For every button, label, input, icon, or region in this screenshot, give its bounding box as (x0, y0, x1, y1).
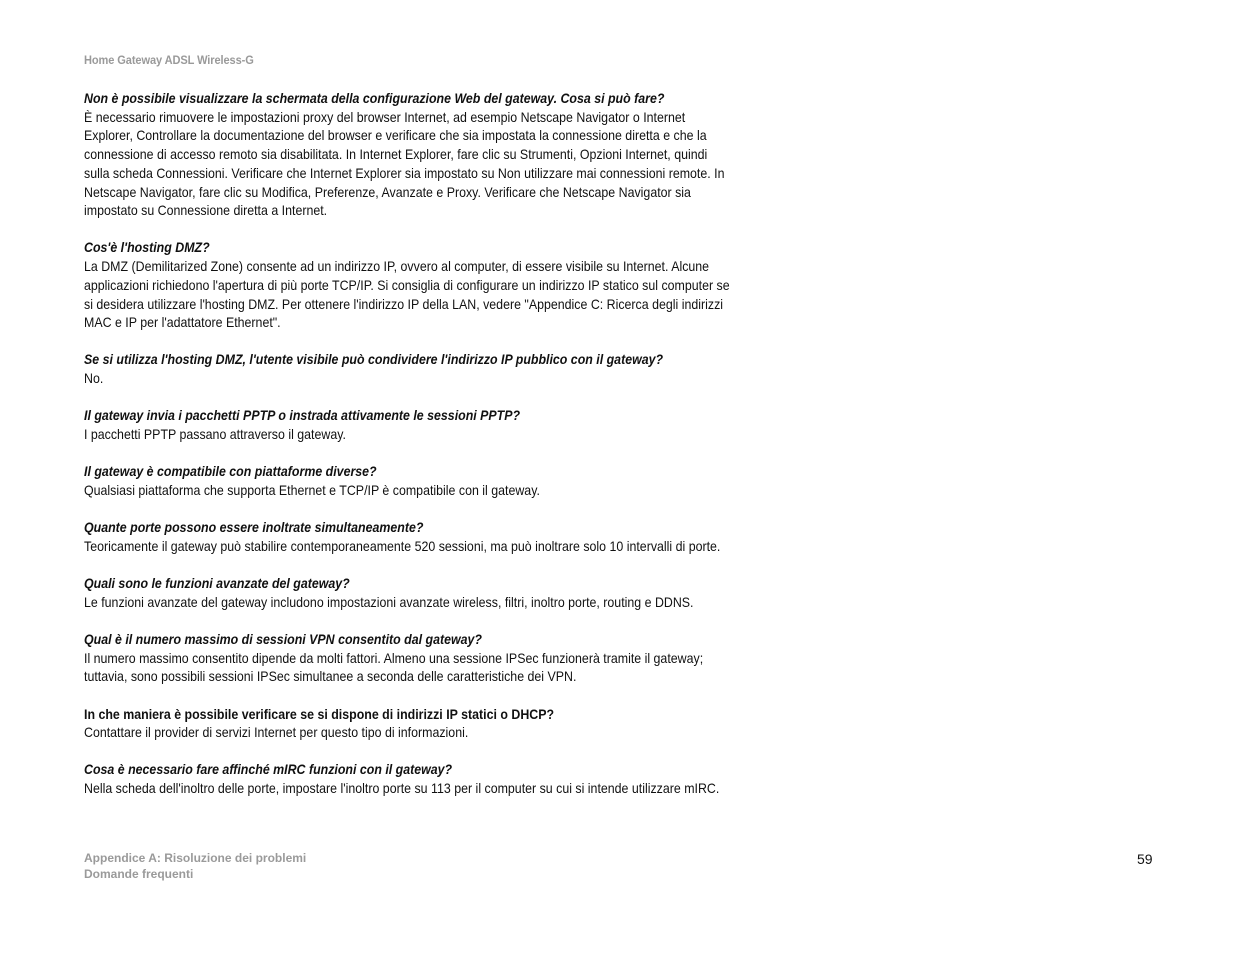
faq-answer: Il numero massimo consentito dipende da molti fattori. Almeno una sessione IPSec funzionerà tramite il gateway; tuttavia, sono possibili sessioni IPSec simultanee a seconda delle caratteristiche dei VPN. (84, 649, 704, 685)
faq-answer: La DMZ (Demilitarized Zone) consente ad un indirizzo IP, ovvero al computer, di essere visibile su Internet. Alcune applicazioni richiedono l'apertura di più porte TCP/IP. Si consiglia di configurare un indirizzo IP statico sul computer se si desidera utilizzare l'hosting DMZ. Per ottenere l'indirizzo IP della LAN, vedere "Appendice C: Ricerca degli indirizzi MAC e IP per l'adattatore Ethernet". (84, 258, 730, 331)
faq-question: Quali sono le funzioni avanzate del gateway? (84, 575, 350, 592)
faq-answer: Qualsiasi piattaforma che supporta Ethernet e TCP/IP è compatibile con il gateway. (84, 481, 540, 498)
faq-question: Non è possibile visualizzare la schermata della configurazione Web del gateway. Cosa si può fare? (84, 90, 665, 106)
faq-item (84, 630, 730, 686)
faq-question: Cos'è l'hosting DMZ? (84, 239, 210, 256)
faq-question: Il gateway invia i pacchetti PPTP o instrada attivamente le sessioni PPTP? (84, 407, 521, 424)
faq-item (84, 406, 730, 443)
document-footer (84, 850, 306, 882)
faq-item (84, 238, 730, 332)
faq-answer: Nella scheda dell'inoltro delle porte, impostare l'inoltro porte su 113 per il computer su cui si intende utilizzare mIRC. (84, 780, 720, 797)
faq-answer: No. (84, 370, 104, 387)
faq-item (84, 760, 730, 797)
faq-list (84, 89, 730, 816)
faq-question: Qual è il numero massimo di sessioni VPN consentito dal gateway? (84, 630, 482, 647)
footer-subsection-title: Domande frequenti (84, 867, 194, 881)
faq-question: Quante porte possono essere inoltrate simultaneamente? (84, 519, 424, 536)
faq-item (84, 574, 730, 611)
faq-answer: Le funzioni avanzate del gateway includono impostazioni avanzate wireless, filtri, inoltro porte, routing e DDNS. (84, 593, 694, 610)
faq-item (84, 350, 730, 387)
faq-question: Se si utilizza l'hosting DMZ, l'utente visibile può condividere l'indirizzo IP pubblico con il gateway? (84, 351, 664, 368)
faq-answer: I pacchetti PPTP passano attraverso il gateway. (84, 426, 346, 443)
faq-item (84, 462, 730, 499)
faq-answer: È necessario rimuovere le impostazioni proxy del browser Internet, ad esempio Netscape Navigator o Internet Explorer, Controllare la documentazione del browser e verificare che sia impostata la connessione diretta e che la connessione di accesso remoto sia disabilitata. In Internet Explorer, fare clic su Strumenti, Opzioni Internet, quindi sulla scheda Connessioni. Verificare che Internet Explorer sia impostato su Non utilizzare mai connessioni remote. In Netscape Navigator, fare clic su Modifica, Preferenze, Avanzate e Proxy. Verificare che Netscape Navigator sia impostato su Connessione diretta a Internet. (84, 108, 725, 219)
faq-question: In che maniera è possibile verificare se si dispone di indirizzi IP statici o DHCP? (84, 705, 555, 722)
faq-answer: Teoricamente il gateway può stabilire contemporaneamente 520 sessioni, ma può inoltrare solo 10 intervalli di porte. (84, 537, 721, 554)
faq-item (84, 705, 730, 742)
faq-answer: Contattare il provider di servizi Internet per questo tipo di informazioni. (84, 724, 469, 741)
faq-question: Il gateway è compatibile con piattaforme diverse? (84, 463, 377, 480)
faq-item (84, 89, 730, 220)
faq-item (84, 518, 730, 555)
footer-section-title: Appendice A: Risoluzione dei problemi (84, 851, 307, 865)
page-number: 59 (1137, 851, 1153, 867)
document-header-title: Home Gateway ADSL Wireless-G (84, 53, 254, 67)
faq-question: Cosa è necessario fare affinché mIRC funzioni con il gateway? (84, 761, 453, 778)
